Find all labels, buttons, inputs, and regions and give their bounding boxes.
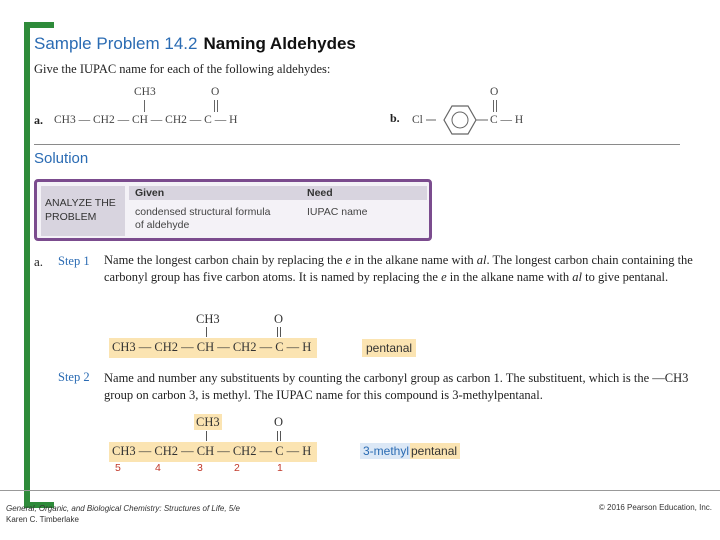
carbon-number-3: 3 — [197, 462, 203, 474]
step1-text-part5: to give pentanal. — [582, 270, 669, 284]
slide-bracket — [24, 22, 30, 508]
step1-branch: CH3 — [196, 312, 220, 326]
step1-text — [104, 252, 716, 286]
problem-b-label: b. — [390, 111, 400, 125]
footer-author: Karen C. Timberlake — [6, 515, 79, 524]
step1-name: pentanal — [362, 339, 416, 357]
step1-text-part1: Name the longest carbon chain by replacing the — [104, 253, 346, 267]
step1-text-al1: al — [476, 253, 487, 267]
analyze-label — [41, 186, 125, 236]
problem-b-oxygen: O — [490, 86, 499, 98]
carbon-number-2: 2 — [234, 462, 240, 474]
given-line1: condensed structural formula — [135, 206, 271, 218]
analyze-header-row — [129, 186, 427, 200]
step1-chain: CH3 — CH2 — CH — CH2 — C — H — [112, 340, 312, 354]
title-prefix: Sample Problem 14.2 — [34, 34, 198, 53]
carbon-number-4: 4 — [155, 462, 161, 474]
problem-b-chlorine: Cl — [412, 114, 423, 126]
step2-chain: CH3 — CH2 — CH — CH2 — C — H — [112, 444, 312, 458]
given-line2: of aldehyde — [135, 219, 190, 231]
step1-text-e1: e — [345, 253, 352, 267]
analyze-label-line1: ANALYZE THE — [45, 197, 116, 209]
footer-divider — [0, 490, 720, 491]
step1-double-bond — [277, 327, 278, 337]
given-header: Given — [135, 187, 165, 199]
step2-name-suffix: pentanal — [410, 443, 460, 459]
step1-text-e2: e — [441, 270, 447, 284]
footer-book: General, Organic, and Biological Chemistry: Structures of Life, 5/e — [6, 504, 240, 513]
step2-text: Name and number any substituents by counting the carbonyl group as carbon 1. The substituent, which is the —CH3 group on carbon 3, is methyl. The IUPAC name for this compound is 3-methylpentanal. — [104, 371, 689, 402]
step2-branch-bond — [206, 431, 207, 441]
problem-b-tail: C — H — [490, 114, 524, 126]
intro-text: Give the IUPAC name for each of the following aldehydes: — [34, 62, 331, 76]
problem-a-oxygen: O — [211, 86, 220, 98]
step1-label: Step 1 — [58, 254, 90, 268]
analyze-problem-table — [34, 179, 432, 241]
step2-double-bond — [277, 431, 278, 441]
problem-a-double-bond — [214, 100, 215, 112]
page-title — [34, 34, 356, 54]
problem-a-branch: CH3 — [134, 86, 156, 98]
problem-a-branch-bond — [144, 100, 145, 112]
carbon-number-1: 1 — [277, 462, 283, 474]
problem-a-label: a. — [34, 113, 43, 127]
footer-citation — [6, 503, 240, 525]
solution-heading: Solution — [34, 150, 89, 167]
solution-a-label: a. — [34, 254, 44, 269]
analyze-data-row — [129, 202, 427, 236]
analyze-label-line2: PROBLEM — [45, 211, 97, 223]
step1-text-al2: al — [572, 270, 583, 284]
step2-label: Step 2 — [58, 370, 90, 384]
need-value: IUPAC name — [307, 206, 368, 218]
step1-oxygen: O — [274, 312, 284, 326]
step2-branch: CH3 — [196, 415, 220, 429]
problem-b-double-bond — [493, 100, 494, 112]
step2-name-prefix: 3-methyl — [360, 443, 410, 459]
need-header: Need — [307, 187, 333, 199]
step1-branch-bond — [206, 327, 207, 337]
carbon-number-5: 5 — [115, 462, 121, 474]
title-main: Naming Aldehydes — [203, 34, 356, 53]
problem-a-chain: CH3 — CH2 — CH — CH2 — C — H — [54, 114, 238, 126]
slide-bracket-top — [24, 22, 54, 28]
step1-text-part2: in the alkane name with — [351, 253, 477, 267]
footer-copyright: © 2016 Pearson Education, Inc. — [598, 503, 712, 512]
benzene-ring-icon — [426, 96, 492, 144]
step1-text-part4: in the alkane name with — [446, 270, 573, 284]
step2-oxygen: O — [274, 415, 284, 429]
section-divider — [34, 144, 680, 145]
step1-text-part3: . The longest carbon chain containing the carbonyl group has five carbon atoms. It is named by replacing the — [104, 253, 693, 284]
